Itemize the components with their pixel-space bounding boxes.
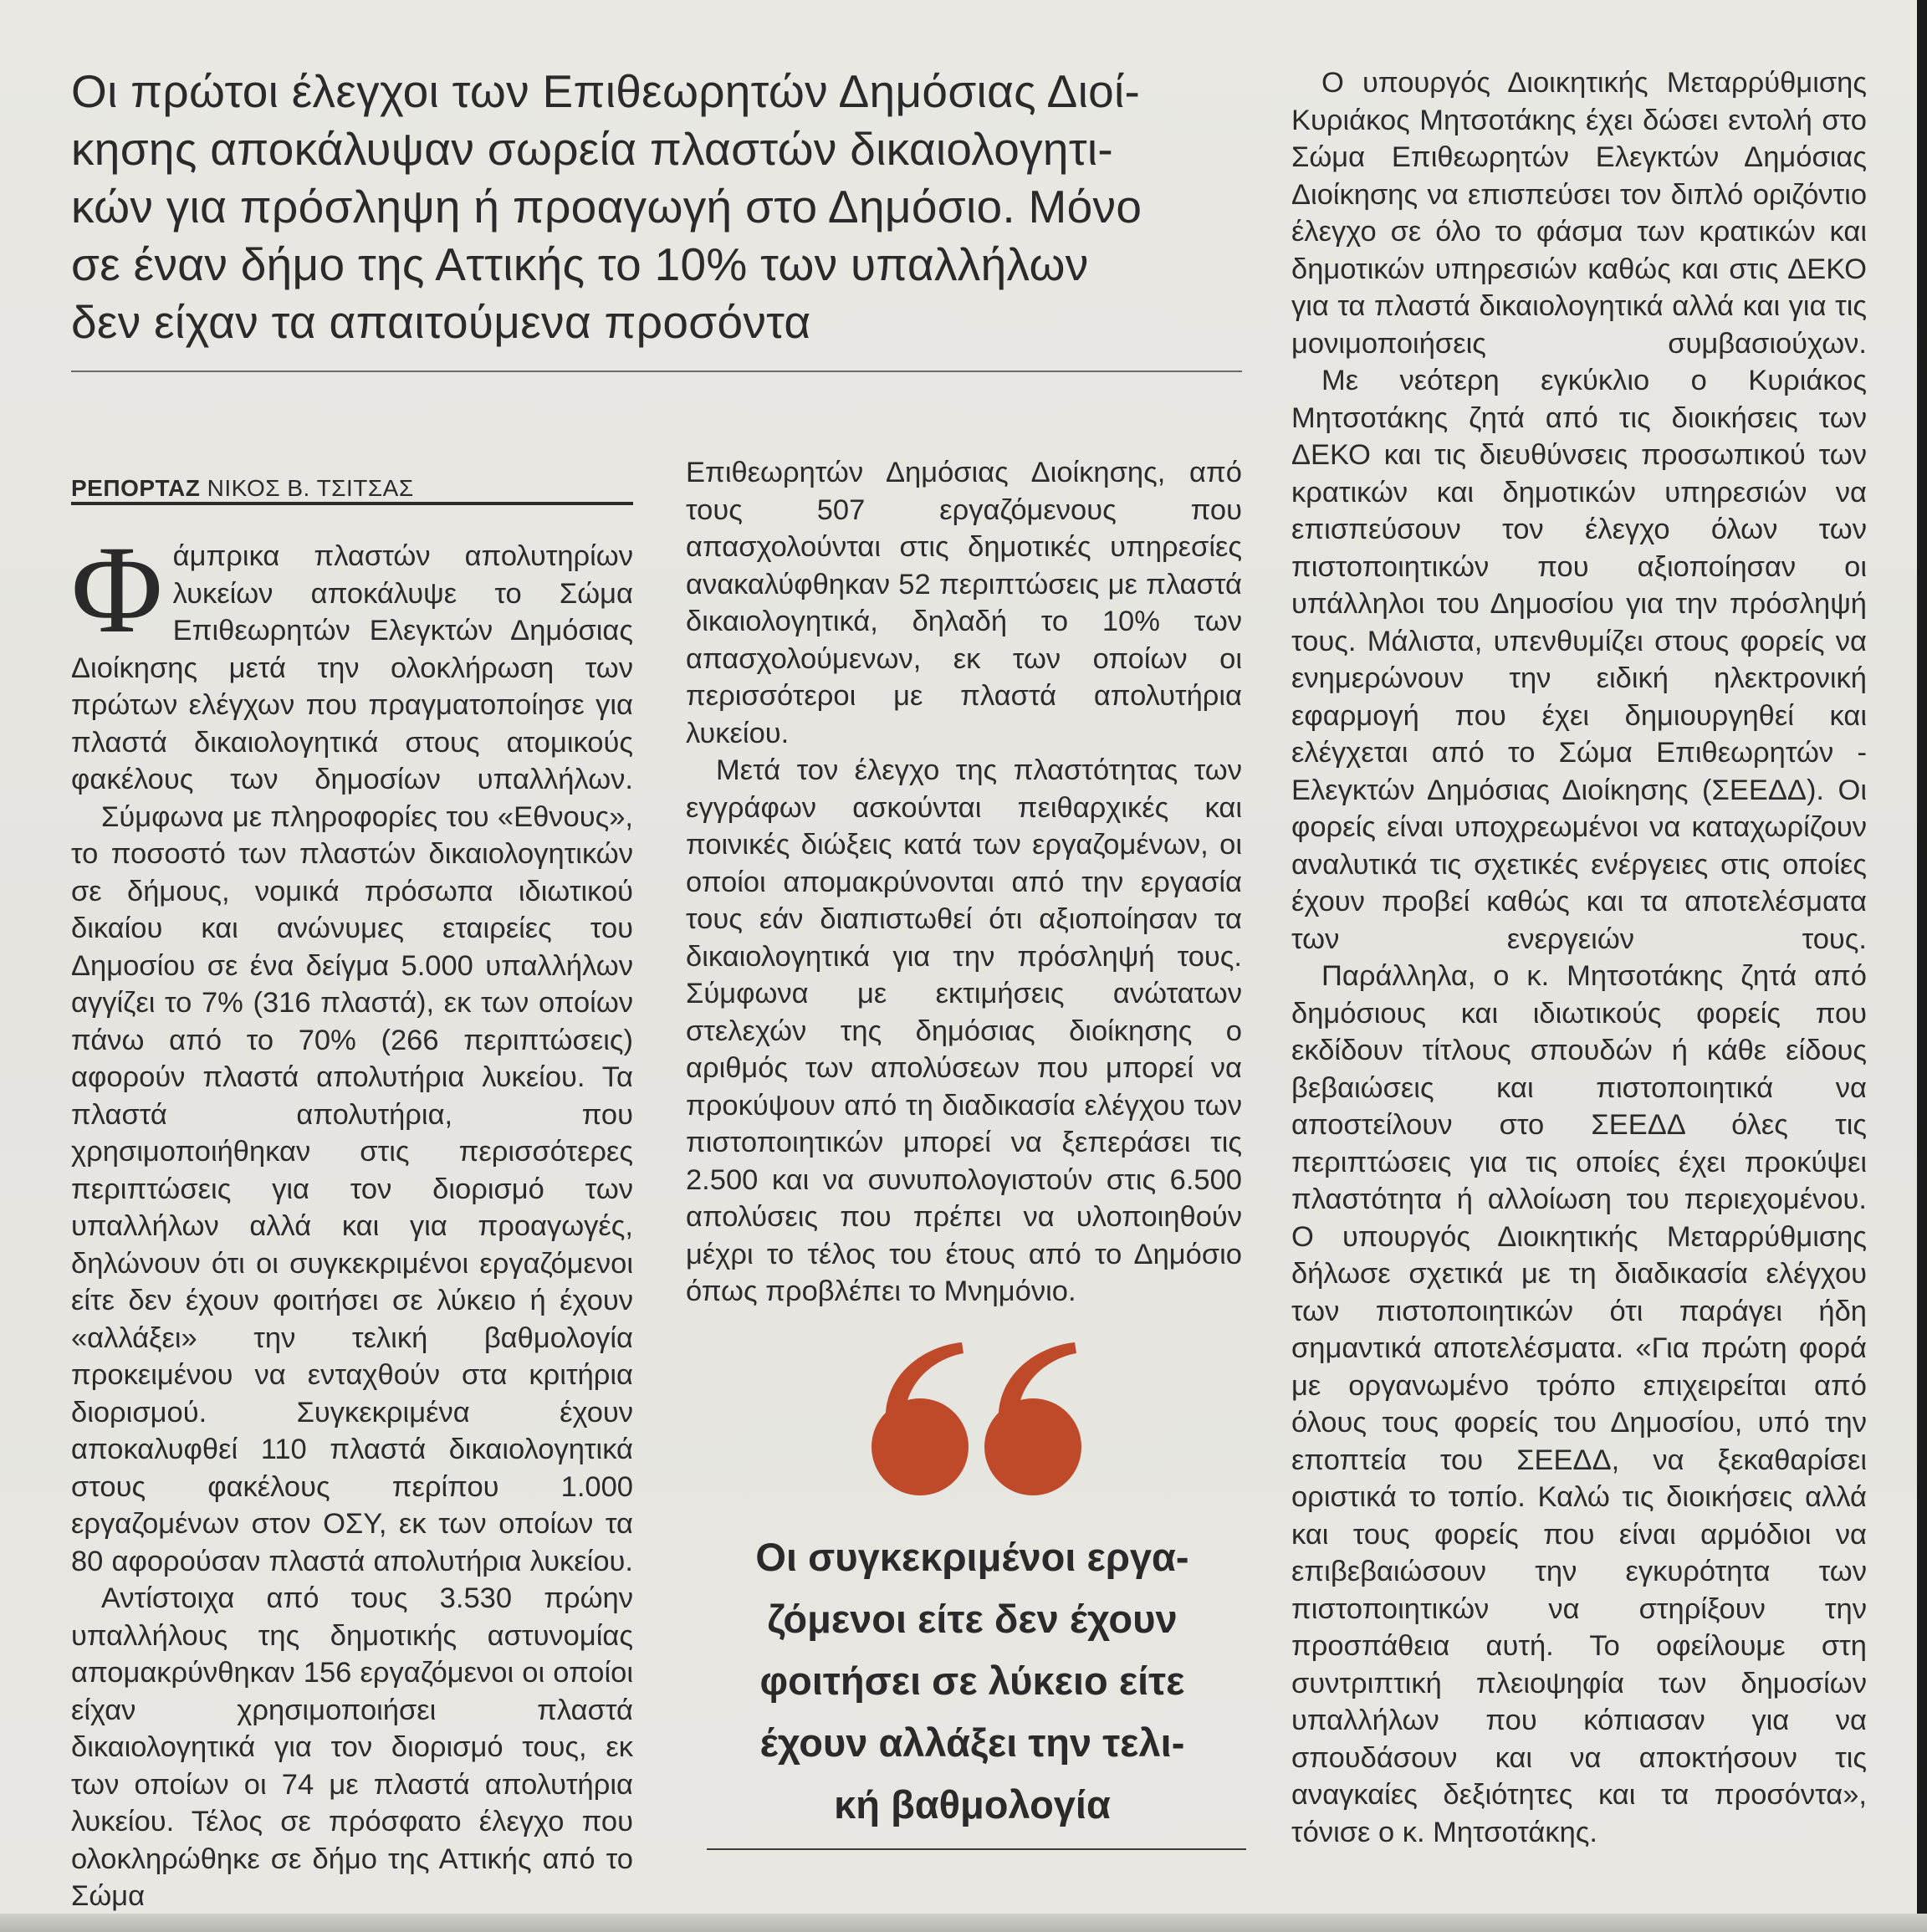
pull-quote-line: φοιτήσει σε λύκειο είτε xyxy=(759,1659,1185,1703)
headline-line: κησης αποκάλυψαν σωρεία πλαστών δικαιολογητι- xyxy=(71,123,1113,175)
article-headline xyxy=(71,63,1242,351)
quotation-mark-icon xyxy=(853,1338,1104,1505)
paragraph: Ο υπουργός Διοικητικής Μεταρρύθμισης Κυριάκος Μητσοτάκης έχει δώσει εντολή στο Σώμα Επιθεωρητών Ελεγκτών Δημόσιας Διοίκησης να επισπεύσει τον διπλό οριζόντιο έλεγχο σε όλο το φάσμα των κρατικών και δημοτικών υπηρεσιών καθώς και στις ΔΕΚΟ για τα πλαστά δικαιολογητικά αλλά και για τις μονιμοποιήσεις συμβασιούχων. xyxy=(1291,67,1867,360)
pull-quote-line: κή βαθμολογία xyxy=(834,1782,1111,1827)
pull-quote-line: έχουν αλλάξει την τελι- xyxy=(759,1720,1185,1765)
pull-quote-divider xyxy=(707,1848,1246,1850)
headline-line: σε έναν δήμο της Αττικής το 10% των υπαλλήλων xyxy=(71,238,1089,290)
paragraph-text: άμπρικα πλαστών απολυτηρίων λυκείων αποκάλυψε το Σώμα Επιθεωρητών Ελεγκτών Δημόσιας Διοίκησης μετά την ολοκλήρωση των πρώτων ελέγχων που πραγματοποίησε για πλαστά δικαιολογητικά στους ατομικούς φακέλους των δημοσίων υπαλλήλων. xyxy=(71,540,633,795)
byline-divider xyxy=(71,502,633,505)
byline xyxy=(71,475,414,502)
pull-quote-line: ζόμενοι είτε δεν έχουν xyxy=(767,1597,1178,1641)
pull-quote xyxy=(703,1526,1242,1836)
article-column-3 xyxy=(1291,64,1867,1851)
paragraph: Μετά τον έλεγχο της πλαστότητας των εγγράφων ασκούνται πειθαρχικές και ποινικές διώξεις κατά των εργαζομένων, οι οποίοι απομακρύνονται από την εργασία τους εάν διαπιστωθεί ότι αξιοποίησαν τα δικαιολογητικά για την πρόσληψή τους. Σύμφωνα με εκτιμήσεις ανώτατων στελεχών της δημόσιας διοίκησης ο αριθμός των απολύσεων που μπορεί να προκύψουν από τη διαδικασία ελέγχου των πιστοποιητικών μπορεί να ξεπεράσει τις 2.500 και να συνυπολογιστούν στις 6.500 απολύσεις που πρέπει να υλοποιηθούν μέχρι το τέλος του έτους από το Δημόσιο όπως προβλέπει το Μνημόνιο. xyxy=(686,754,1242,1307)
headline-divider xyxy=(71,371,1242,372)
article-column-1 xyxy=(71,520,633,1915)
byline-author: ΝΙΚΟΣ Β. ΤΣΙΤΣΑΣ xyxy=(207,475,414,501)
headline-line: δεν είχαν τα απαιτούμενα προσόντα xyxy=(71,296,811,348)
paragraph: Με νεότερη εγκύκλιο ο Κυριάκος Μητσοτάκης ζητά από τις διοικήσεις των ΔΕΚΟ και τις διευθύνσεις προσωπικού των κρατικών και δημοτικών υπηρεσιών να επισπεύσουν τον έλεγχο όλων των πιστοποιητικών που αξιοποίησαν οι υπάλληλοι του Δημοσίου για την πρόσληψή τους. Μάλιστα, υπενθυμίζει στους φορείς να ενημερώνουν την ειδική ηλεκτρονική εφαρμογή που έχει δημιουργηθεί και ελέγχεται από το Σώμα Επιθεωρητών - Ελεγκτών Δημόσιας Διοίκησης (ΣΕΕΔΔ). Οι φορείς είναι υποχρεωμένοι να καταχωρίζουν αναλυτικά τις σχετικές ενέργειες στις οποίες έχουν προβεί καθώς και τα αποτελέσματα των ενεργειών τους. xyxy=(1291,365,1867,955)
headline-line: Οι πρώτοι έλεγχοι των Επιθεωρητών Δημόσιας Διοί- xyxy=(71,65,1141,117)
paragraph: Αντίστοιχα από τους 3.530 πρώην υπαλλήλους της δημοτικής αστυνομίας απομακρύνθηκαν 156 εργαζόμενοι οι οποίοι είχαν χρησιμοποιήσει πλαστά δικαιολογητικά για τον διορισμό τους, εκ των οποίων οι 74 με πλαστά απολυτήρια λυκείου. Τέλος σε πρόσφατο έλεγχο που ολοκληρώθηκε σε δήμο της Αττικής από το Σώμα xyxy=(71,1582,633,1912)
scan-edge-right xyxy=(1917,0,1927,1932)
lead-paragraph xyxy=(71,520,633,799)
byline-section-tag: ΡΕΠΟΡΤΑΖ xyxy=(71,475,201,501)
headline-line: κών για πρόσληψη ή προαγωγή στο Δημόσιο. Μόνο xyxy=(71,181,1142,233)
article-column-2 xyxy=(686,454,1242,1311)
paragraph: Επιθεωρητών Δημόσιας Διοίκησης, από τους 507 εργαζόμενους που απασχολούνται στις δημοτικές υπηρεσίες ανακαλύφθηκαν 52 περιπτώσεις με πλαστά δικαιολογητικά, δηλαδή το 10% των απασχολούμενων, εκ των οποίων οι περισσότεροι με πλαστά απολυτήρια λυκείου. xyxy=(686,457,1242,749)
paragraph: Παράλληλα, ο κ. Μητσοτάκης ζητά από δημόσιους και ιδιωτικούς φορείς που εκδίδουν τίτλους σπουδών ή κάθε είδους βεβαιώσεις και πιστοποιητικά να αποστείλουν στο ΣΕΕΔΔ όλες τις περιπτώσεις για τις οποίες έχει προκύψει πλαστότητα ή αλλοίωση του περιεχομένου. Ο υπουργός Διοικητικής Μεταρρύθμισης δήλωσε σχετικά με τη διαδικασία ελέγχου των πιστοποιητικών ότι παράγει ήδη σημαντικά αποτελέσματα. «Για πρώτη φορά με οργανωμένο τρόπο επιχειρείται από όλους τους φορείς του Δημοσίου, υπό την εποπτεία του ΣΕΕΔΔ, να ξεκαθαρίσει οριστικά το τοπίο. Καλώ τις διοικήσεις αλλά και τους φορείς που είναι αρμόδιοι να επιβεβαιώσουν την εγκυρότητα των πιστοποιητικών να στηρίξουν την προσπάθεια αυτή. Το οφείλουμε στη συντριπτική πλειοψηφία των δημοσίων υπαλλήλων που κόπιασαν για να σπουδάσουν και να αποκτήσουν τις αναγκαίες δεξιότητες και τα προσόντα», τόνισε ο κ. Μητσοτάκης. xyxy=(1291,960,1867,1848)
quote-glyph xyxy=(871,1342,1081,1495)
paragraph: Σύμφωνα με πληροφορίες του «Εθνους», το ποσοστό των πλαστών δικαιολογητικών σε δήμους, νομικά πρόσωπα ιδιωτικού δικαίου και ανώνυμες εταιρείες του Δημοσίου σε ένα δείγμα 5.000 υπαλλήλων αγγίζει το 7% (316 πλαστά), εκ των οποίων πάνω από το 70% (266 περιπτώσεις) αφορούν πλαστά απολυτήρια λυκείου. Τα πλαστά απολυτήρια, που χρησιμοποιήθηκαν στις περισσότερες περιπτώσεις για τον διορισμό των υπαλλήλων αλλά και για προαγωγές, δηλώνουν ότι οι συγκεκριμένοι εργαζόμενοι είτε δεν έχουν φοιτήσει σε λύκειο ή έχουν «αλλάξει» την τελική βαθμολογία προκειμένου να ενταχθούν στα κριτήρια διορισμού. Συγκεκριμένα έχουν αποκαλυφθεί 110 πλαστά δικαιολογητικά στους φακέλους περίπου 1.000 εργαζομένων στον ΟΣΥ, εκ των οποίων τα 80 αφορούσαν πλαστά απολυτήρια λυκείου. xyxy=(71,800,633,1577)
drop-cap: Φ xyxy=(71,520,163,659)
pull-quote-line: Οι συγκεκριμένοι εργα- xyxy=(755,1535,1189,1579)
scan-edge-bottom xyxy=(0,1914,1927,1932)
